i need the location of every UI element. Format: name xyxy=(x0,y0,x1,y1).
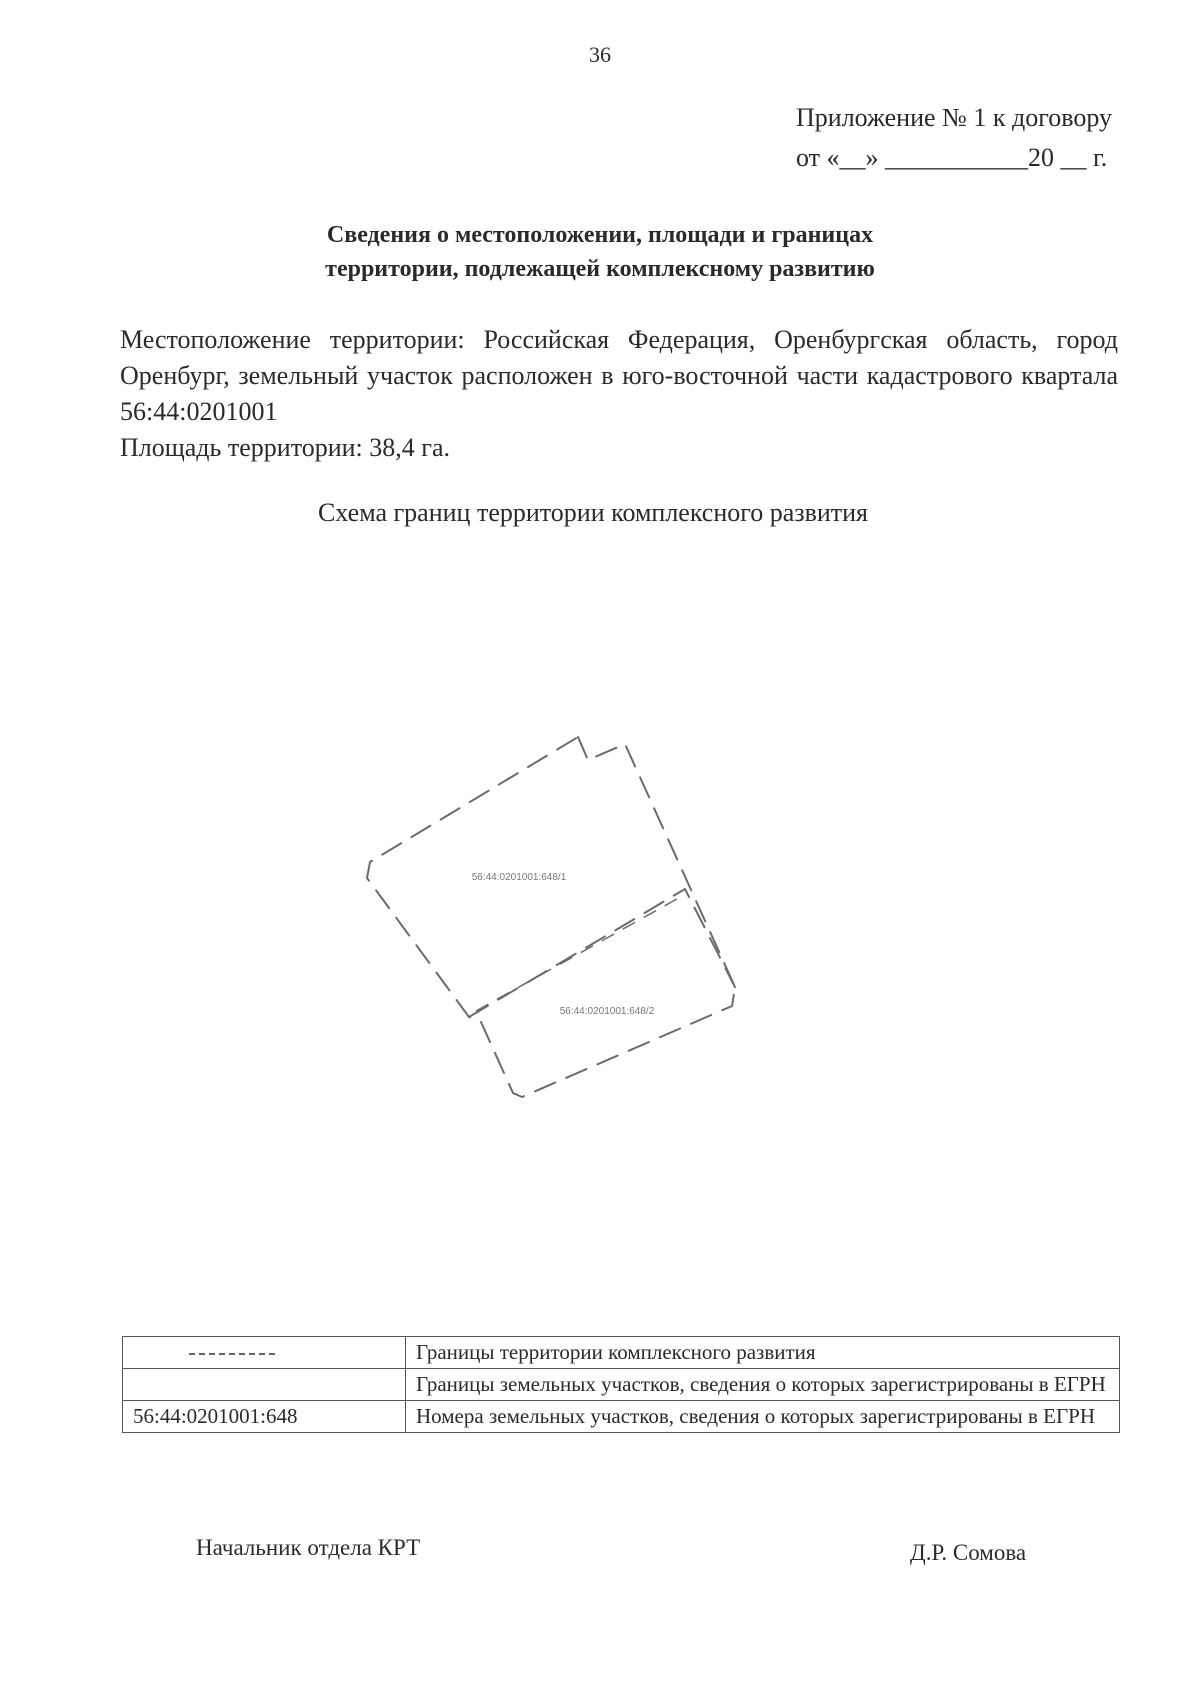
appendix-date: от «__» ___________20 __ г. xyxy=(796,143,1108,172)
plot-dividing-boundary xyxy=(469,889,735,1017)
dashed-line-symbol xyxy=(189,1353,275,1355)
plot-dividing-boundary-inner xyxy=(476,895,684,1011)
legend-symbol-cell xyxy=(123,1369,406,1401)
plot-label-2: 56:44:0201001:648/2 xyxy=(559,1006,655,1017)
territory-area: Площадь территории: 38,4 га. xyxy=(120,433,450,462)
legend-symbol-cell: 56:44:0201001:648 xyxy=(123,1401,406,1433)
legend-symbol-cell xyxy=(123,1337,406,1369)
development-territory-boundary xyxy=(367,737,735,1097)
territory-location: Местоположение территории: Российская Федерация, Оренбургская область, город Оренбург, земельный участок расположен в юго-восточной части кадастрового квартала 56:44:0201001 xyxy=(120,325,1118,426)
signatory-name: Д.Р. Сомова xyxy=(910,1540,1027,1565)
legend-table xyxy=(122,1336,1120,1433)
legend-description: Номера земельных участков, сведения о которых зарегистрированы в ЕГРН xyxy=(406,1401,1120,1433)
plot-label-1: 56:44:0201001:648/1 xyxy=(471,872,567,883)
appendix-title: Приложение № 1 к договору xyxy=(796,103,1112,132)
legend-description: Границы земельных участков, сведения о которых зарегистрированы в ЕГРН xyxy=(406,1369,1120,1401)
heading-line-2: территории, подлежащей комплексному развитию xyxy=(325,256,875,282)
legend-description: Границы территории комплексного развития xyxy=(406,1337,1120,1369)
signatory-position: Начальник отдела КРТ xyxy=(196,1535,421,1560)
page-number: 36 xyxy=(589,42,611,67)
schema-title: Схема границ территории комплексного развития xyxy=(317,498,869,527)
heading-line-1: Сведения о местоположении, площади и границах xyxy=(326,222,874,248)
legend-row xyxy=(123,1369,1120,1401)
legend-row xyxy=(123,1401,1120,1433)
legend-row xyxy=(123,1337,1120,1369)
